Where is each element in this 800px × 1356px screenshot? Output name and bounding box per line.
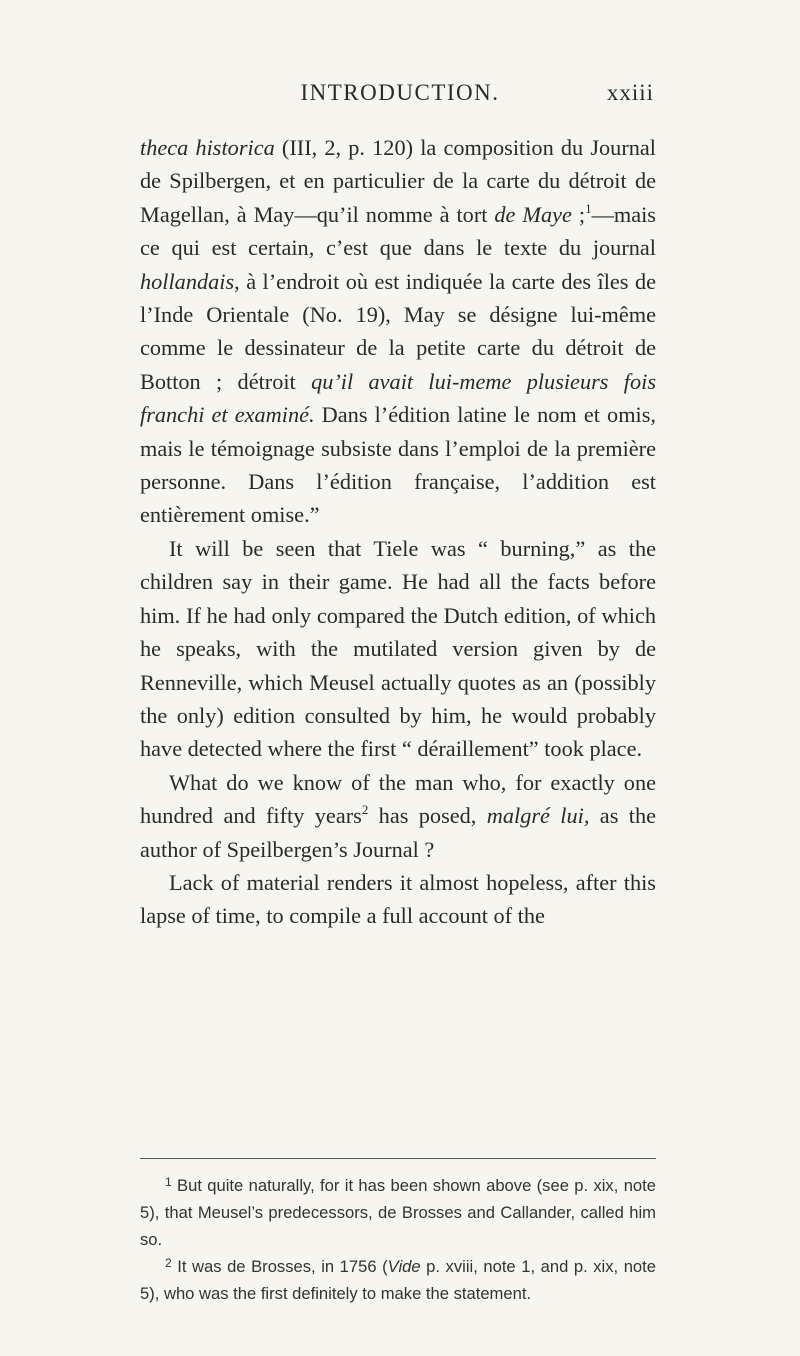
footnote-number: 2: [165, 1256, 172, 1270]
italic-phrase: malgré lui,: [486, 803, 590, 829]
paragraph-4: Lack of material renders it almost hopeless, after this lapse of time, to compile a full account of the: [140, 869, 656, 929]
text-run: as the author of Speilbergen’s Journal ?: [140, 803, 656, 862]
italic-phrase: de Maye: [494, 201, 572, 227]
footnotes: [140, 1172, 656, 1307]
italic-phrase: theca historica: [140, 135, 275, 160]
footnote-text: It was de Brosses, in 1756 (: [171, 1257, 388, 1276]
paragraph-2: It will be seen that Tiele was “ burning,” as the children say in their game. He had all the facts before him. If he had only compared the Dutch edition, of which he speaks, with the mutilated version given by de Renneville, which Meusel actually quotes as an (possibly the only) edition consulted by him, he would probably have detected where the first “ déraillement” took place.: [140, 535, 656, 762]
text-run: , à l’endroit où est indiquée la carte des îles de l’Inde Orientale (No. 19), May se désigne lui-même comme le dessinateur de la petite carte du détroit de Botton ; détroit: [140, 268, 656, 394]
paragraph-3: [140, 766, 656, 866]
page-number: xxiii: [606, 80, 654, 105]
footnote-text: But quite naturally, for it has been shown above (see p. xix, note 5), that Meusel’s predecessors, de Brosses and Callander, called him so.: [140, 1176, 656, 1249]
footnote-2: [140, 1253, 656, 1307]
footnote-rule: [140, 1158, 656, 1159]
body-text: [140, 131, 656, 933]
text-run: Dans l’édition latine le nom et omis, mais le témoignage subsiste dans l’emploi de la première personne. Dans l’édition française, l’addition est entièrement omise.”: [140, 402, 656, 528]
text-run: What do we know of the man who, for exactly one hundred and fifty years: [140, 769, 656, 829]
paragraph-1: [140, 131, 656, 532]
italic-phrase: hollandais: [140, 268, 235, 294]
text-run: —mais ce qui est certain, c’est que dans le texte du journal: [140, 201, 656, 261]
footnote-ref-2: 2: [361, 802, 369, 818]
text-run: has posed,: [368, 803, 487, 829]
footnote-text: p. xviii, note 1, and p. xix, note 5), who was the first definitely to make the statement.: [140, 1257, 656, 1303]
page-header: [0, 74, 800, 114]
text-run: (III, 2, p. 120) la composition du Journal de Spilbergen, et en particulier de la carte du détroit de Magellan, à May—qu’il nomme à tort: [140, 135, 656, 227]
footnote-number: 1: [165, 1175, 172, 1189]
text-run: ;: [571, 201, 586, 227]
footnote-ref-1: 1: [585, 200, 592, 216]
running-head: INTRODUCTION.: [300, 80, 500, 105]
footnote-1: [140, 1172, 656, 1253]
italic-phrase: Vide: [387, 1257, 421, 1276]
italic-phrase: qu’il avait lui-meme plusieurs fois franchi et examiné.: [140, 368, 656, 428]
